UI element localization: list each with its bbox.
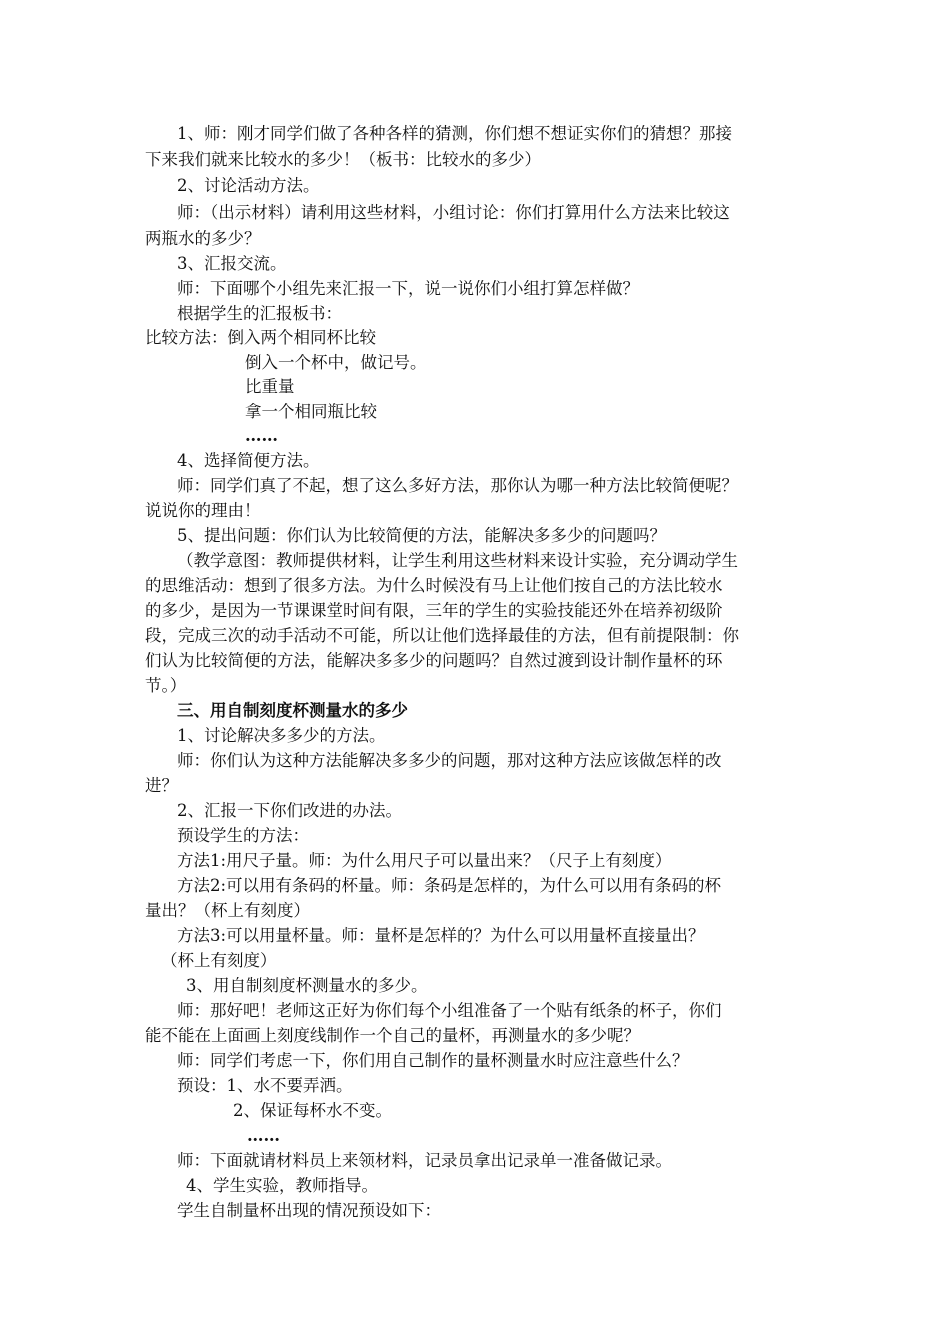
text-line: 3、用自制刻度杯测量水的多少。: [186, 976, 428, 995]
text-line: 节。）: [145, 676, 187, 695]
text-line: ……: [247, 1126, 280, 1145]
text-line: 4、学生实验，教师指导。: [186, 1176, 378, 1195]
text-line: 师：同学们真了不起，想了这么多好方法，那你认为哪一种方法比较简便呢？: [177, 476, 738, 495]
text-line: （教学意图：教师提供材料，让学生利用这些材料来设计实验，充分调动学生: [177, 551, 738, 570]
text-line: 师：（出示材料）请利用这些材料，小组讨论：你们打算用什么方法来比较这: [177, 203, 730, 222]
text-line: 比重量: [245, 377, 295, 396]
text-line: 拿一个相同瓶比较: [245, 402, 377, 421]
text-line: 进？: [145, 776, 178, 795]
text-line: 2、保证每杯水不变。: [233, 1101, 392, 1120]
text-line: 两瓶水的多少？: [145, 229, 261, 248]
text-line: 段，完成三次的动手活动不可能，所以让他们选择最佳的方法，但有前提限制：你: [145, 626, 739, 645]
text-line: 1、师：刚才同学们做了各种各样的猜测，你们想不想证实你们的猜想？那接: [177, 124, 732, 143]
section-heading: 三、用自制刻度杯测量水的多少: [177, 701, 408, 720]
text-line: 3、汇报交流。: [177, 254, 287, 273]
text-line: 说说你的理由！: [145, 501, 261, 520]
text-line: 方法3:可以用量杯量。师：量杯是怎样的？为什么可以用量杯直接量出？: [177, 926, 705, 945]
text-line: （杯上有刻度）: [161, 951, 277, 970]
text-line: 预设：1、水不要弄洒。: [177, 1076, 353, 1095]
text-line: 学生自制量杯出现的情况预设如下：: [177, 1201, 441, 1220]
text-line: 2、汇报一下你们改进的办法。: [177, 801, 402, 820]
text-line: 们认为比较简便的方法，能解决多多少的问题吗？自然过渡到设计制作量杯的环: [145, 651, 723, 670]
text-line: 下来我们就来比较水的多少！（板书：比较水的多少）: [145, 150, 541, 169]
text-line: 的多少，是因为一节课课堂时间有限，三年的学生的实验技能还外在培养初级阶: [145, 601, 723, 620]
text-line: 5、提出问题：你们认为比较简便的方法，能解决多多少的问题吗？: [177, 526, 666, 545]
text-line: 1、讨论解决多多少的方法。: [177, 726, 386, 745]
text-line: 能不能在上面画上刻度线制作一个自己的量杯，再测量水的多少呢？: [145, 1026, 640, 1045]
text-line: 方法2:可以用有条码的杯量。师：条码是怎样的，为什么可以用有条码的杯: [177, 876, 722, 895]
text-line: 预设学生的方法：: [177, 826, 309, 845]
text-line: 比较方法：倒入两个相同杯比较: [145, 328, 376, 347]
text-line: 师：下面哪个小组先来汇报一下，说一说你们小组打算怎样做？: [177, 279, 639, 298]
text-line: ……: [245, 426, 278, 445]
text-line: 方法1:用尺子量。师：为什么用尺子可以量出来？（尺子上有刻度）: [177, 851, 672, 870]
text-line: 4、选择简便方法。: [177, 451, 320, 470]
text-line: 师：那好吧！老师这正好为你们每个小组准备了一个贴有纸条的杯子，你们: [177, 1001, 722, 1020]
text-line: 师：下面就请材料员上来领材料，记录员拿出记录单一准备做记录。: [177, 1151, 672, 1170]
text-line: 2、讨论活动方法。: [177, 176, 320, 195]
text-line: 师：你们认为这种方法能解决多多少的问题，那对这种方法应该做怎样的改: [177, 751, 722, 770]
text-line: 师：同学们考虑一下，你们用自己制作的量杯测量水时应注意些什么？: [177, 1051, 689, 1070]
text-line: 量出？（杯上有刻度）: [145, 901, 310, 920]
text-line: 的思维活动：想到了很多方法。为什么时候没有马上让他们按自己的方法比较水: [145, 576, 723, 595]
text-line: 根据学生的汇报板书：: [177, 304, 342, 323]
text-line: 倒入一个杯中，做记号。: [245, 353, 427, 372]
